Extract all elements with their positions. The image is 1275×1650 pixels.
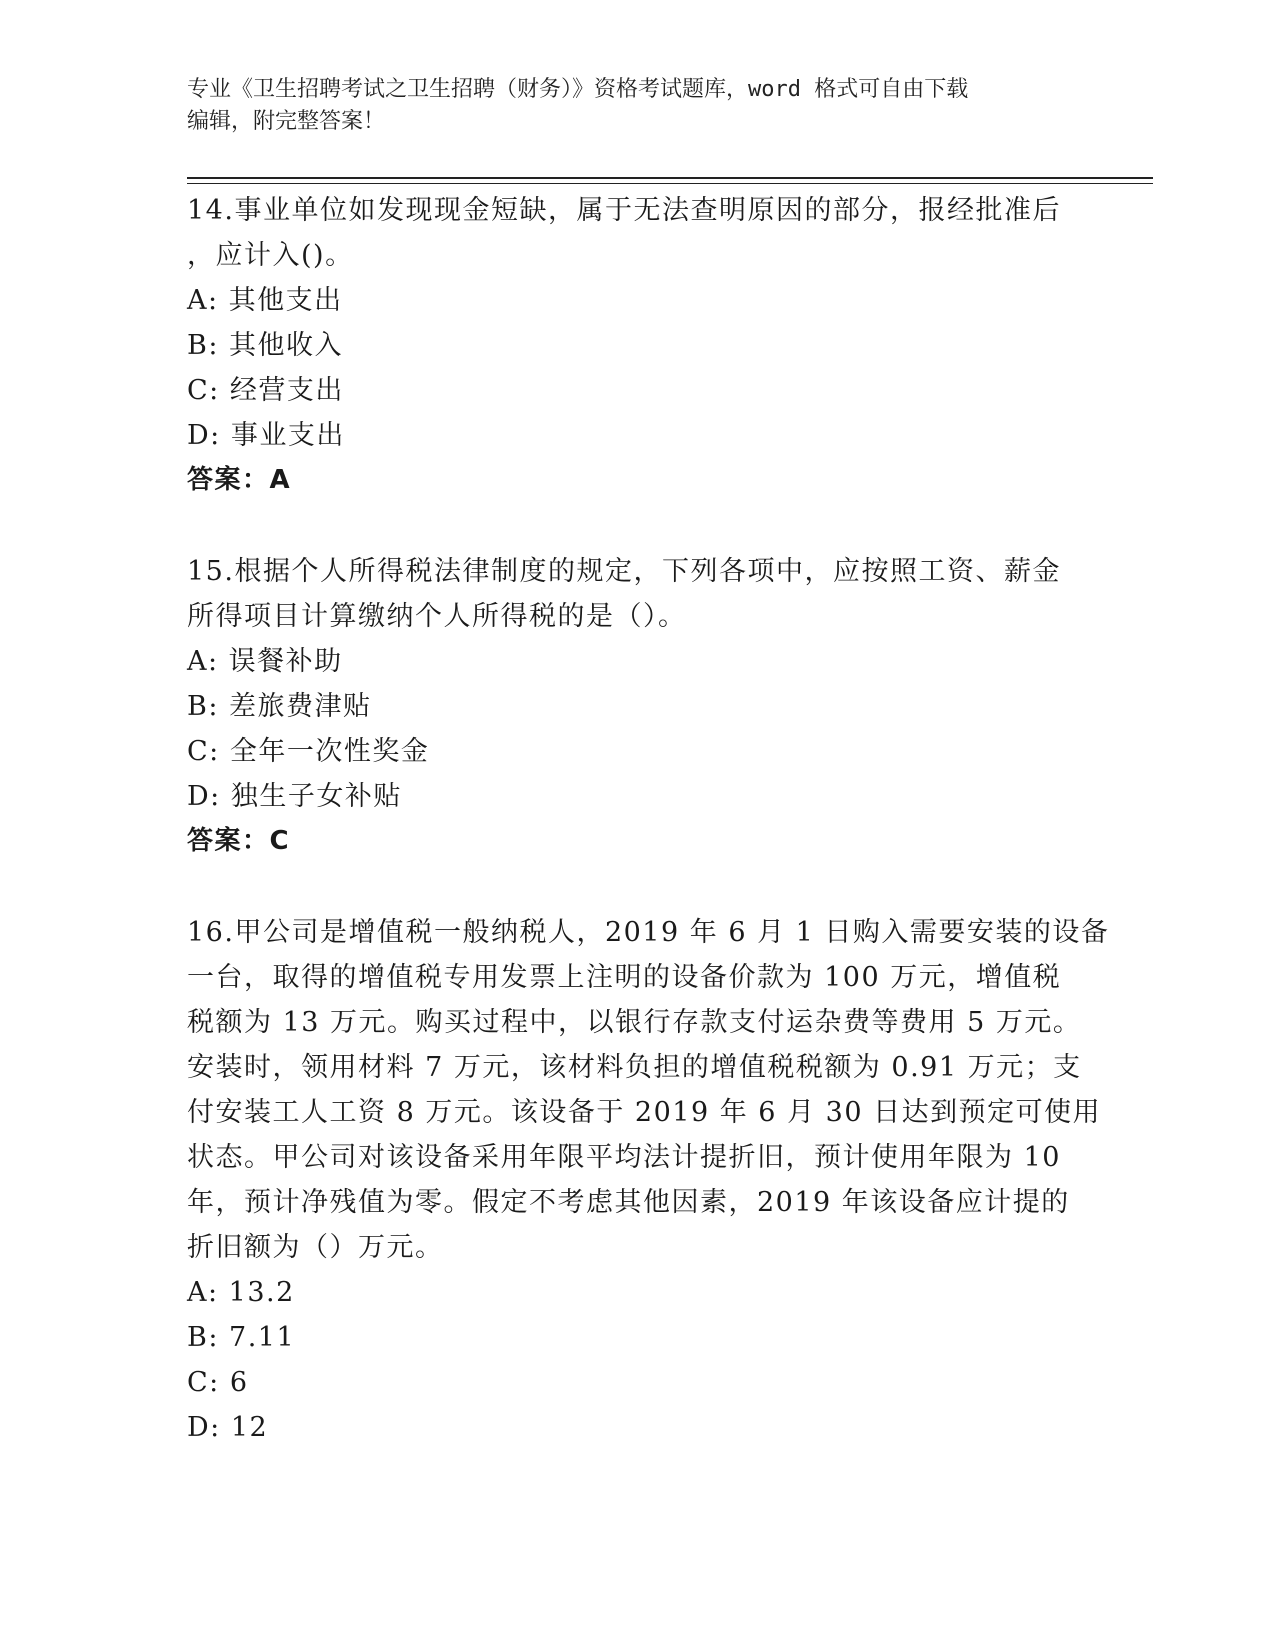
header-line-2: 编辑，附完整答案！ (187, 109, 386, 134)
question-text-line: 所得项目计算缴纳个人所得税的是（）。 (187, 601, 687, 632)
option-b: B: 7.11 (187, 1322, 296, 1353)
option-b: B: 其他收入 (187, 330, 344, 361)
question-text-line: 付安装工人工资 8 万元。该设备于 2019 年 6 月 30 日达到预定可使用 (187, 1097, 1102, 1128)
document-header (187, 74, 1067, 138)
question-14 (187, 188, 1087, 503)
header-line-1: 专业《卫生招聘考试之卫生招聘（财务）》资格考试题库，word 格式可自由下载 (187, 77, 969, 102)
question-text-line: 16.甲公司是增值税一般纳税人，2019 年 6 月 1 日购入需要安装的设备 (187, 917, 1110, 948)
question-text-line: 税额为 13 万元。购买过程中，以银行存款支付运杂费等费用 5 万元。 (187, 1007, 1082, 1038)
question-text-line: ，应计入()。 (187, 240, 354, 271)
question-16 (187, 910, 1110, 1450)
question-text-line: 安装时，领用材料 7 万元，该材料负担的增值税税额为 0.91 万元；支 (187, 1052, 1082, 1083)
question-text-line: 15.根据个人所得税法律制度的规定，下列各项中，应按照工资、薪金 (187, 556, 1061, 587)
option-c: C: 全年一次性奖金 (187, 736, 430, 767)
question-text-line: 一台，取得的增值税专用发票上注明的设备价款为 100 万元，增值税 (187, 962, 1062, 993)
question-text-line: 折旧额为（）万元。 (187, 1232, 444, 1263)
question-text-line: 状态。甲公司对该设备采用年限平均法计提折旧，预计使用年限为 10 (187, 1142, 1061, 1173)
question-list (187, 188, 1110, 1496)
option-d: D: 事业支出 (187, 420, 345, 451)
option-a: A: 其他支出 (187, 285, 343, 316)
option-a: A: 误餐补助 (187, 646, 343, 677)
question-text-line: 年，预计净残值为零。假定不考虑其他因素，2019 年该设备应计提的 (187, 1187, 1070, 1218)
option-d: D: 独生子女补贴 (187, 781, 402, 812)
option-c: C: 经营支出 (187, 375, 344, 406)
header-divider-thin (187, 183, 1153, 184)
answer-line: 答案：A (187, 465, 292, 495)
option-c: C: 6 (187, 1367, 249, 1398)
option-a: A: 13.2 (187, 1277, 295, 1308)
option-b: B: 差旅费津贴 (187, 691, 372, 722)
question-text-line: 14.事业单位如发现现金短缺，属于无法查明原因的部分，报经批准后 (187, 195, 1061, 226)
header-divider-thick (187, 177, 1153, 179)
option-d: D: 12 (187, 1412, 269, 1443)
question-15 (187, 549, 1087, 864)
answer-line: 答案：C (187, 826, 291, 856)
